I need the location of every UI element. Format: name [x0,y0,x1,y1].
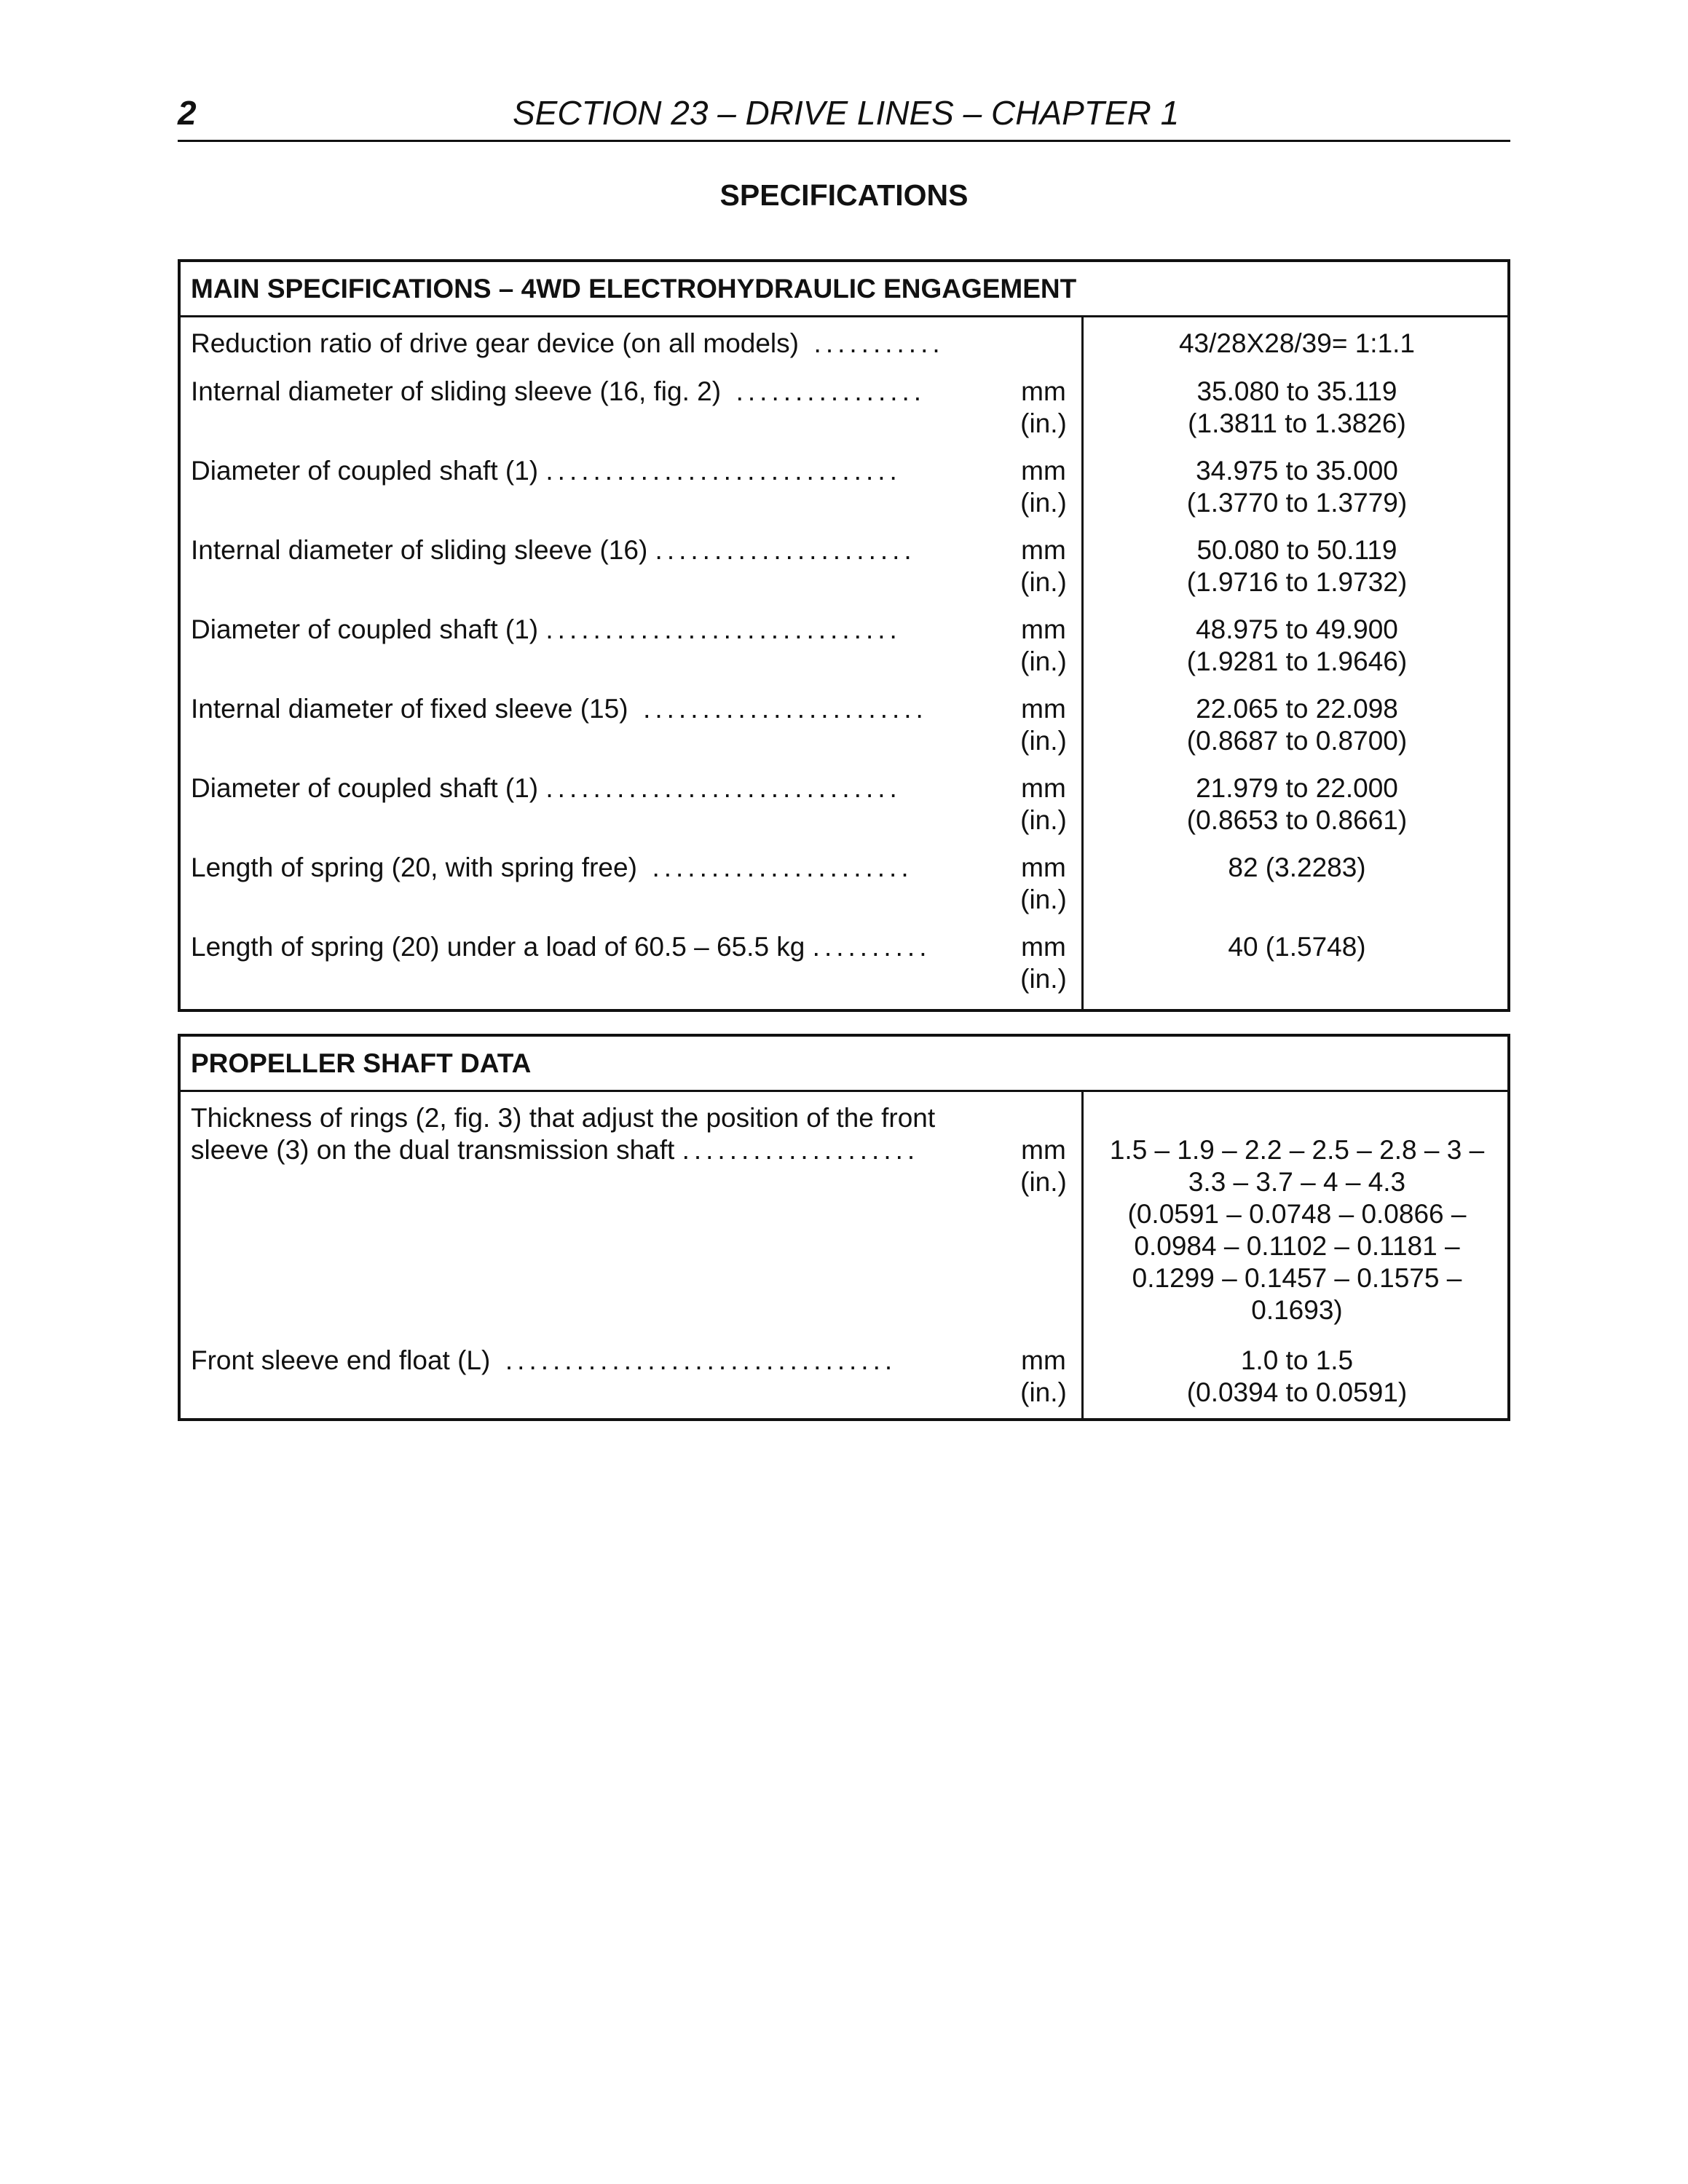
spec-label: Internal diameter of sliding sleeve (16) ...................... [191,535,916,565]
propeller-shaft-body [181,1092,1507,1418]
spec-unit: mm (in.) [1020,1345,1067,1407]
spec-unit: mm (in.) [1020,535,1067,597]
column-divider [1081,317,1084,1009]
spec-unit: mm (in.) [1020,1135,1067,1197]
spec-label: Length of spring (20) under a load of 60.5 – 65.5 kg .......... [191,932,931,962]
spec-label: Internal diameter of fixed sleeve (15) ........................ [191,694,928,724]
main-specifications-body [181,317,1507,1009]
page-header [178,89,1510,142]
spec-value: 82 (3.2283) [1228,852,1366,882]
spec-value: 1.5 – 1.9 – 2.2 – 2.5 – 2.8 – 3 – 3.3 – 3.7 – 4 – 4.3 (0.0591 – 0.0748 – 0.0866 – 0.0984 – 0.1102 – 0.1181 – 0.1299 – 0.1457 – 0.1575 – 0.1693) [1109,1135,1485,1325]
spec-unit: mm (in.) [1020,932,1067,994]
spec-value: 35.080 to 35.119 (1.3811 to 1.3826) [1188,376,1406,438]
spec-unit: mm (in.) [1020,852,1067,914]
spec-value: 43/28X28/39= 1:1.1 [1178,328,1416,358]
spec-value: 1.0 to 1.5 (0.0394 to 0.0591) [1186,1345,1408,1407]
spec-value: 50.080 to 50.119 (1.9716 to 1.9732) [1186,535,1408,597]
spec-value: 22.065 to 22.098 (0.8687 to 0.8700) [1186,694,1408,756]
page-title: SPECIFICATIONS [719,178,969,212]
spec-unit: mm (in.) [1020,456,1067,518]
spec-label: Diameter of coupled shaft (1) .............................. [191,614,902,644]
spec-label: Diameter of coupled shaft (1) .............................. [191,456,902,486]
propeller-shaft-heading: PROPELLER SHAFT DATA [181,1037,1507,1092]
spec-label: Internal diameter of sliding sleeve (16, fig. 2) ................ [191,376,926,406]
spec-value: 40 (1.5748) [1228,932,1366,962]
spec-label: Front sleeve end float (L) ................................. [191,1345,897,1375]
spec-unit: mm (in.) [1020,614,1067,676]
page-number: 2 [178,94,197,132]
spec-unit: mm (in.) [1020,773,1067,835]
spec-value: 21.979 to 22.000 (0.8653 to 0.8661) [1186,773,1408,835]
spec-label: Reduction ratio of drive gear device (on all models) ........... [191,328,944,358]
spec-unit: mm (in.) [1020,694,1067,756]
propeller-shaft-table [178,1034,1510,1421]
main-specifications-heading: MAIN SPECIFICATIONS – 4WD ELECTROHYDRAULIC ENGAGEMENT [181,262,1507,317]
spec-label: Length of spring (20, with spring free) ...................... [191,852,913,882]
spec-unit: mm (in.) [1020,376,1067,438]
spec-value: 48.975 to 49.900 (1.9281 to 1.9646) [1186,614,1408,676]
section-title: SECTION 23 – DRIVE LINES – CHAPTER 1 [513,94,1180,132]
main-specifications-table [178,259,1510,1012]
spec-label: Thickness of rings (2, fig. 3) that adjust the position of the front sleeve (3) on the dual transmission shaft .................... [191,1103,936,1165]
spec-label: Diameter of coupled shaft (1) .............................. [191,773,902,803]
spec-value: 34.975 to 35.000 (1.3770 to 1.3779) [1186,456,1408,518]
